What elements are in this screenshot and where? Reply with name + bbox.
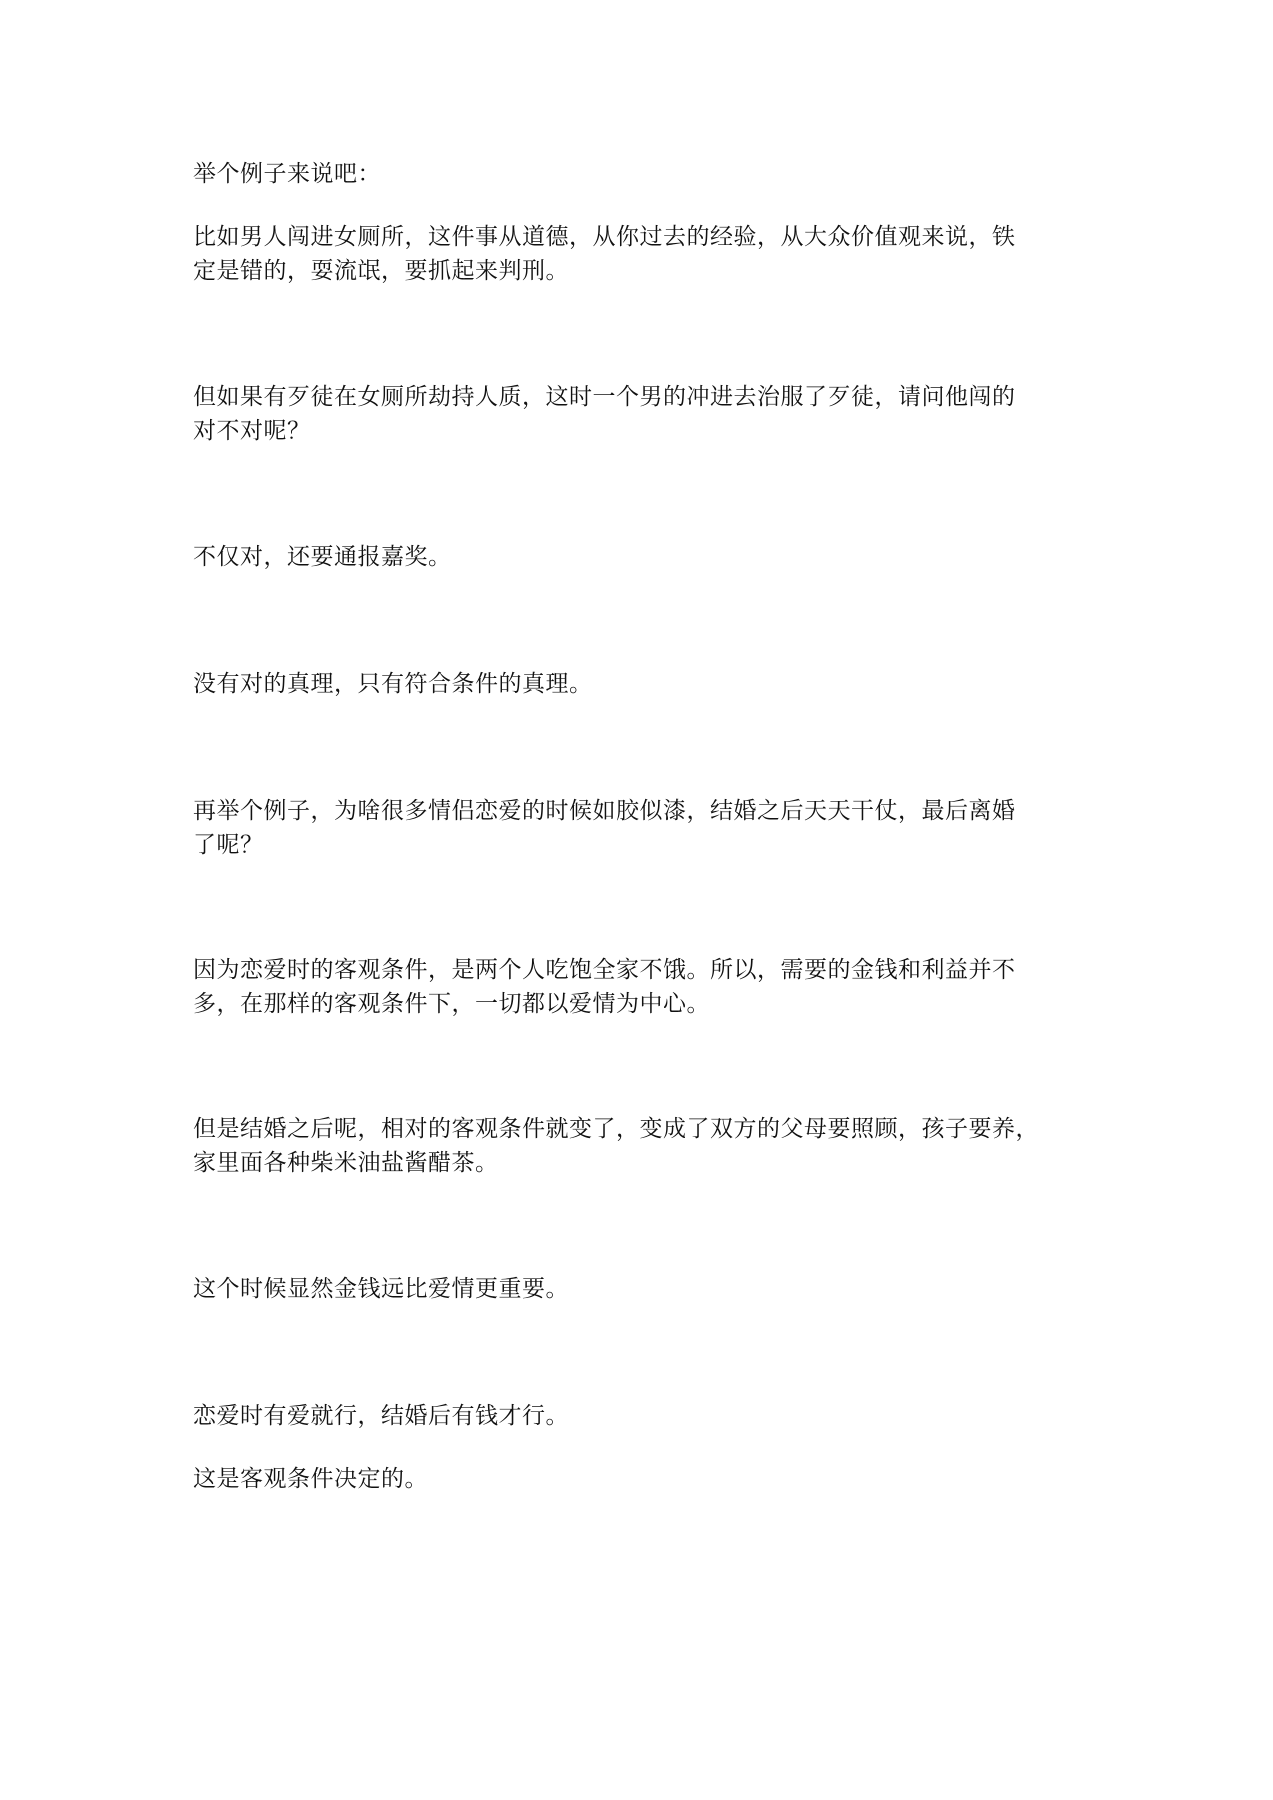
paragraph-hostage: [193, 380, 1093, 448]
paragraph-line: 恋爱时有爱就行，结婚后有钱才行。: [193, 1403, 569, 1429]
paragraph-line: 再举个例子，为啥很多情侣恋爱的时候如胶似漆，结婚之后天天干仗，最后离婚: [193, 798, 1016, 824]
paragraph-line: 这是客观条件决定的。: [193, 1466, 428, 1492]
paragraph-line: 定是错的，耍流氓，要抓起来判刑。: [193, 258, 569, 284]
paragraph-conclusion: [193, 1462, 1093, 1496]
paragraph-example-toilet: [193, 220, 1093, 288]
paragraph-line: 但是结婚之后呢，相对的客观条件就变了，变成了双方的父母要照顾，孩子要养，: [193, 1116, 1039, 1142]
paragraph-line: 不仅对，还要通报嘉奖。: [193, 544, 452, 570]
paragraph-couples: [193, 794, 1093, 862]
paragraph-love-money: [193, 1399, 1093, 1433]
paragraph-reward: [193, 540, 1093, 574]
paragraph-line: 没有对的真理，只有符合条件的真理。: [193, 671, 593, 697]
paragraph-line: 多，在那样的客观条件下，一切都以爱情为中心。: [193, 991, 710, 1017]
paragraph-line: 这个时候显然金钱远比爱情更重要。: [193, 1276, 569, 1302]
paragraph-truth: [193, 667, 1093, 701]
paragraph-money-matters: [193, 1272, 1093, 1306]
paragraph-dating-conditions: [193, 953, 1093, 1021]
paragraph-line: 比如男人闯进女厕所，这件事从道德，从你过去的经验，从大众价值观来说，铁: [193, 224, 1016, 250]
paragraph-line: 因为恋爱时的客观条件，是两个人吃饱全家不饿。所以，需要的金钱和利益并不: [193, 957, 1016, 983]
paragraph-line: 对不对呢？: [193, 418, 311, 444]
paragraph-marriage-conditions: [193, 1112, 1093, 1180]
paragraph-line: 但如果有歹徒在女厕所劫持人质，这时一个男的冲进去治服了歹徒，请问他闯的: [193, 384, 1016, 410]
paragraph-line: 家里面各种柴米油盐酱醋茶。: [193, 1150, 499, 1176]
paragraph-line: 了呢？: [193, 832, 264, 858]
paragraph-intro: [193, 157, 1093, 191]
paragraph-line: 举个例子来说吧：: [193, 161, 381, 187]
